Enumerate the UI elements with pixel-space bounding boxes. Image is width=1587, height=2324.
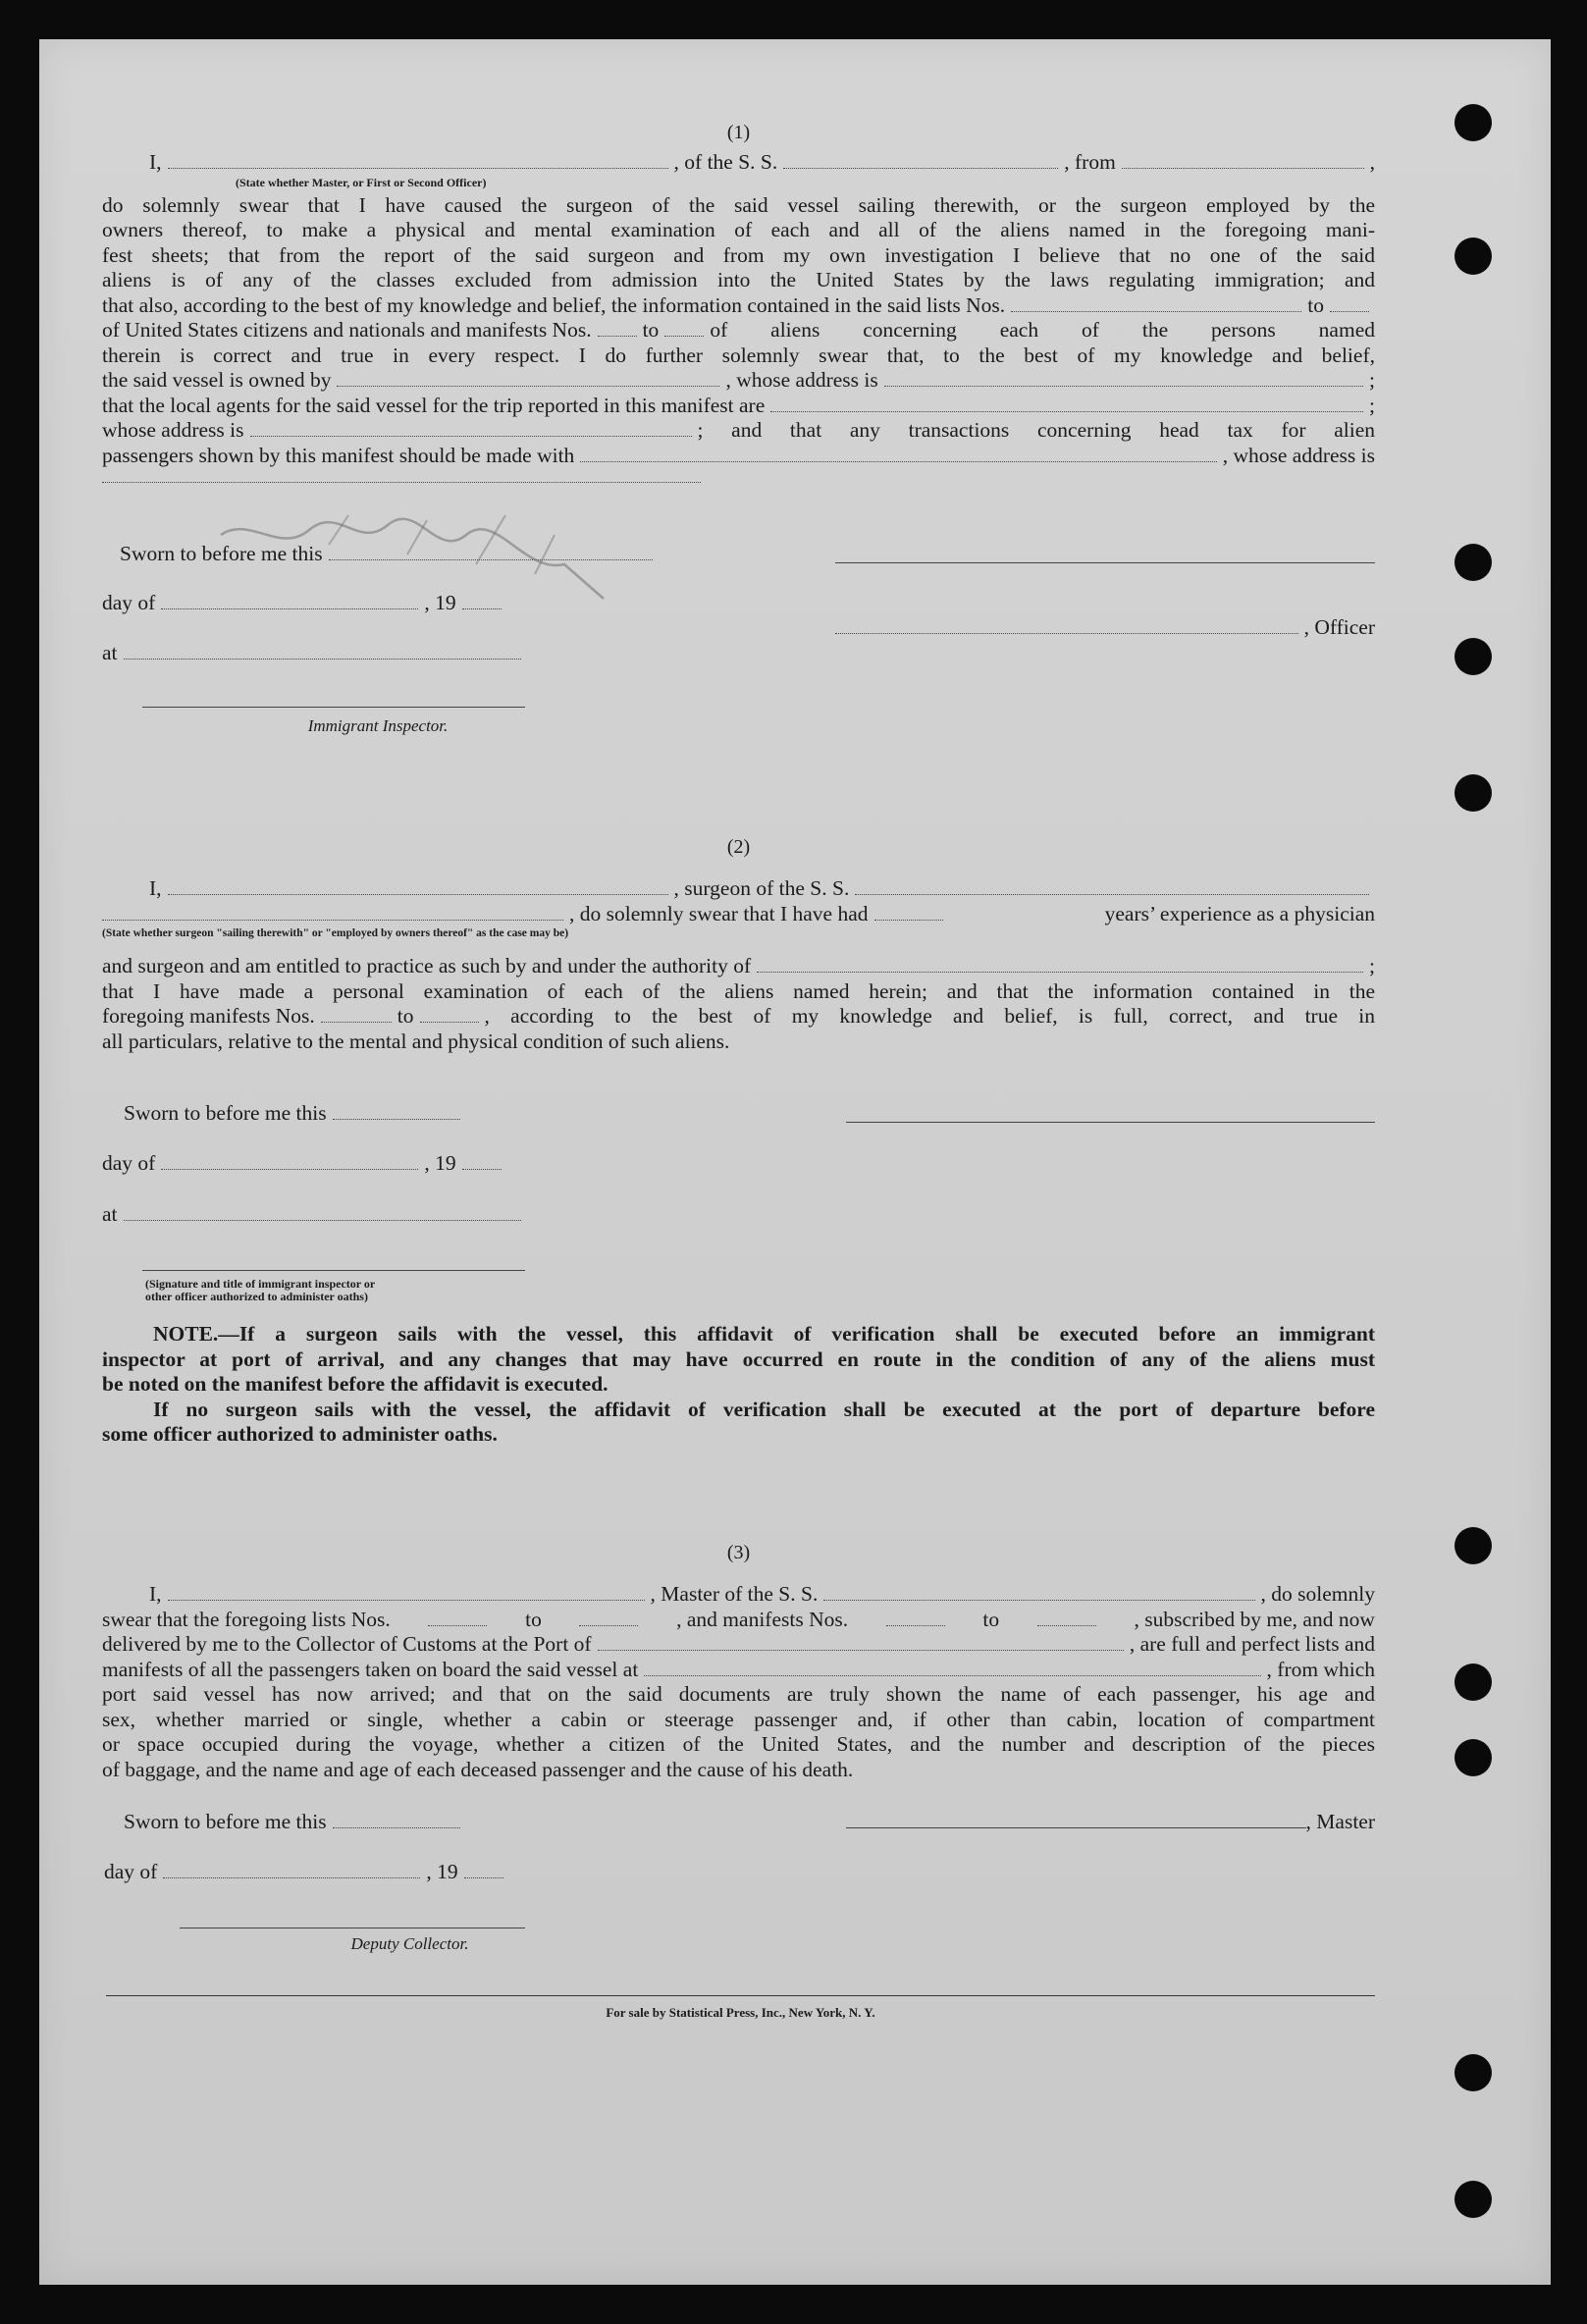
sworn-row xyxy=(124,1810,466,1834)
semicolon: ; xyxy=(1369,368,1375,392)
label-i: I, xyxy=(149,876,162,900)
label-day-of: day of xyxy=(102,591,156,614)
label-sworn: Sworn to before me this xyxy=(120,542,323,565)
punch-hole xyxy=(1455,544,1492,581)
semicolon: ; xyxy=(1369,393,1375,417)
body-line: , subscribed by me, and now xyxy=(1134,1607,1375,1631)
label-i: I, xyxy=(149,1582,162,1606)
local-agents-field[interactable] xyxy=(770,397,1363,412)
surgeon-signature-line[interactable] xyxy=(846,1108,1375,1123)
day-of-field[interactable] xyxy=(161,1155,418,1170)
label-whose-address: , whose address is xyxy=(725,368,878,392)
head-tax-address-field[interactable] xyxy=(102,468,701,483)
label-whose-address: whose address is xyxy=(102,418,244,442)
body-line: that also, according to the best of my knowledge and belief, the information contained in the said lists Nos. xyxy=(102,292,1006,317)
punch-hole xyxy=(1455,2181,1492,2218)
section-number: (3) xyxy=(726,1542,751,1563)
label-to: to xyxy=(642,318,660,342)
years-experience-field[interactable] xyxy=(874,906,943,921)
body-line: owners thereof, to make a physical and mental examination of each and all of the aliens named in the foregoing mani- xyxy=(102,218,1375,241)
label-of-ss: , of the S. S. xyxy=(673,150,778,174)
punch-hole xyxy=(1455,1739,1492,1776)
inspector-signature-line[interactable] xyxy=(142,693,525,708)
authority-field[interactable] xyxy=(757,958,1363,973)
master-name-field[interactable] xyxy=(168,1586,645,1601)
body-line: of United States citizens and nationals and manifests Nos. xyxy=(102,318,592,342)
officer-row xyxy=(835,615,1375,640)
port-field[interactable] xyxy=(598,1636,1124,1651)
label-owned-by: the said vessel is owned by xyxy=(102,368,332,392)
year-field[interactable] xyxy=(464,1864,503,1878)
body-line: , from which xyxy=(1266,1657,1375,1681)
punch-hole xyxy=(1455,774,1492,812)
label-head-tax: passengers shown by this manifest should be made with xyxy=(102,443,575,467)
label-sworn: Sworn to before me this xyxy=(124,1810,327,1833)
affidavit-section-2 xyxy=(102,836,1375,1054)
label-19: , 19 xyxy=(424,1151,456,1175)
note-line: inspector at port of arrival, and any changes that may have occurred en route in the condition of any of the aliens must xyxy=(102,1347,1375,1371)
label-at: at xyxy=(102,1202,118,1226)
punch-hole xyxy=(1455,104,1492,141)
lists-to-field[interactable] xyxy=(1330,297,1369,312)
body-line: manifests of all the passengers taken on board the said vessel at xyxy=(102,1657,639,1681)
body-line: ; and that any transactions concerning head tax for alien xyxy=(697,418,1375,442)
body-line: of baggage, and the name and age of each deceased passenger and the cause of his death. xyxy=(102,1757,854,1781)
manifests-from-field[interactable] xyxy=(321,1008,392,1023)
label-day-of: day of xyxy=(104,1860,158,1883)
affidavit-section-3 xyxy=(102,1542,1375,1782)
manifests-to-field[interactable] xyxy=(664,322,704,337)
body-line: or space occupied during the voyage, whether a citizen of the United States, and the number and description of the pieces xyxy=(102,1732,1375,1756)
sworn-row xyxy=(124,1101,466,1126)
body-line: years’ experience as a physician xyxy=(1104,901,1375,925)
collector-label: Deputy Collector. xyxy=(350,1934,469,1953)
body-line: , are full and perfect lists and xyxy=(1129,1632,1375,1656)
agents-address-field[interactable] xyxy=(250,422,692,437)
body-line: aliens is of any of the classes excluded from admission into the United States by the laws regulating immigration; and xyxy=(102,268,1375,291)
day-of-field[interactable] xyxy=(163,1864,420,1878)
signature-note: (Signature and title of immigrant inspector or xyxy=(145,1277,376,1291)
signature-scrawl xyxy=(211,496,623,604)
inspector-label: Immigrant Inspector. xyxy=(307,716,449,735)
body-line: port said vessel has now arrived; and that on the said documents are truly shown the name of each passenger, his age and xyxy=(102,1682,1375,1706)
manifests-to-field[interactable] xyxy=(1037,1611,1096,1626)
officer-note: (State whether Master, or First or Second Officer) xyxy=(236,175,487,189)
label-to: to xyxy=(982,1607,1000,1631)
manifests-from-field[interactable] xyxy=(598,322,637,337)
surgeon-note: (State whether surgeon "sailing therewith" or "employed by owners thereof" as the case may be) xyxy=(102,927,569,939)
owner-address-field[interactable] xyxy=(884,372,1363,387)
officer-signature-line[interactable] xyxy=(835,549,1375,563)
semicolon: ; xyxy=(1369,954,1375,977)
label-whose-address: , whose address is xyxy=(1222,443,1375,467)
from-port-field[interactable] xyxy=(1122,154,1364,169)
label-to: to xyxy=(525,1607,542,1631)
note-label: NOTE.— xyxy=(153,1322,239,1346)
owner-field[interactable] xyxy=(337,372,719,387)
label-to: to xyxy=(1307,292,1324,317)
note-line: be noted on the manifest before the affidavit is executed. xyxy=(102,1372,608,1396)
lists-from-field[interactable] xyxy=(428,1611,487,1626)
label-surgeon-of: , surgeon of the S. S. xyxy=(673,876,850,900)
label-officer: , Officer xyxy=(1303,615,1375,639)
footer-rule xyxy=(106,1995,1375,1996)
lists-from-field[interactable] xyxy=(1011,297,1301,312)
at-row xyxy=(102,1202,527,1227)
collector-signature-line[interactable] xyxy=(180,1914,525,1928)
master-row xyxy=(846,1810,1375,1834)
body-line: swear that the foregoing lists Nos. xyxy=(102,1607,391,1631)
printer-credit: For sale by Statistical Press, Inc., New York, N. Y. xyxy=(606,2005,875,2020)
note-block xyxy=(102,1322,1375,1448)
body-line: that I have made a personal examination of each of the aliens named herein; and that the information contained in the xyxy=(102,978,1375,1003)
body-line: sex, whether married or single, whether a cabin or steerage passenger and, if other than cabin, location of compartment xyxy=(102,1707,1375,1731)
manifests-from-field[interactable] xyxy=(886,1611,945,1626)
label-19: , 19 xyxy=(424,591,456,614)
sworn-day-field[interactable] xyxy=(333,1814,460,1828)
punch-hole xyxy=(1455,238,1492,275)
body-line: delivered by me to the Collector of Customs at the Port of xyxy=(102,1632,592,1656)
body-line: therein is correct and true in every respect. I do further solemnly swear that, to the best of my knowledge and belief, xyxy=(102,343,1375,367)
label-day-of: day of xyxy=(102,1151,156,1175)
section-number: (2) xyxy=(726,836,751,858)
punch-hole xyxy=(1455,1527,1492,1564)
surgeon-name-field[interactable] xyxy=(168,880,668,895)
manifests-to-field[interactable] xyxy=(420,1008,479,1023)
note-line: some officer authorized to administer oaths. xyxy=(102,1422,498,1446)
head-tax-agent-field[interactable] xyxy=(580,448,1216,462)
signature-note: other officer authorized to administer oaths) xyxy=(145,1290,368,1303)
body-line: , according to the best of my knowledge and belief, is full, correct, and true in xyxy=(484,1004,1375,1028)
body-line: of aliens concerning each of the persons named xyxy=(710,318,1375,342)
label-master: , Master xyxy=(1305,1810,1375,1833)
at-row xyxy=(102,641,527,665)
surgeon-status-field[interactable] xyxy=(102,906,563,921)
body-line: and surgeon and am entitled to practice as such by and under the authority of xyxy=(102,954,752,977)
at-place-field[interactable] xyxy=(124,645,521,660)
body-line: foregoing manifests Nos. xyxy=(102,1004,315,1028)
affidavit-section-1 xyxy=(102,122,1375,494)
label-at: at xyxy=(102,641,118,664)
label-from: , from xyxy=(1064,150,1116,174)
at-place-field[interactable] xyxy=(124,1206,521,1221)
note-line: If a surgeon sails with the vessel, this affidavit of verification shall be executed before an immigrant xyxy=(238,1322,1375,1346)
comma: , xyxy=(1369,150,1375,174)
body-line: do solemnly swear that I have caused the surgeon of the said vessel sailing therewith, or the surgeon employed by the xyxy=(102,192,1375,217)
year-field[interactable] xyxy=(462,1155,502,1170)
officer-signature-field[interactable] xyxy=(835,619,1298,634)
body-line: , and manifests Nos. xyxy=(676,1607,849,1631)
body-line: fest sheets; that from the report of the said surgeon and from my own investigation I believe that no one of the said xyxy=(102,242,1375,267)
label-19: , 19 xyxy=(426,1860,458,1883)
label-to: to xyxy=(397,1004,414,1028)
lists-to-field[interactable] xyxy=(579,1611,638,1626)
body-line: , do solemnly swear that I have had xyxy=(569,901,869,925)
officer-name-field[interactable] xyxy=(168,154,668,169)
inspector-signature-line[interactable] xyxy=(142,1256,525,1271)
day-row xyxy=(102,1151,502,1176)
punch-hole xyxy=(1455,638,1492,675)
master-vessel-field[interactable] xyxy=(823,1586,1254,1601)
sworn-day-field[interactable] xyxy=(333,1105,460,1120)
section-number: (1) xyxy=(726,122,751,143)
label-i: I, xyxy=(149,150,162,174)
vessel-name-field[interactable] xyxy=(783,154,1058,169)
day-row xyxy=(104,1860,503,1884)
body-line: , do solemnly xyxy=(1260,1582,1375,1606)
master-signature-field[interactable] xyxy=(846,1814,1306,1828)
label-master-of: , Master of the S. S. xyxy=(650,1582,819,1606)
body-line: all particulars, relative to the mental and physical condition of such aliens. xyxy=(102,1029,730,1053)
surgeon-vessel-field[interactable] xyxy=(855,880,1369,895)
label-sworn: Sworn to before me this xyxy=(124,1101,327,1125)
punch-hole xyxy=(1455,1664,1492,1701)
boarding-port-field[interactable] xyxy=(644,1662,1260,1676)
label-local-agents: that the local agents for the said vessel for the trip reported in this manifest are xyxy=(102,393,766,417)
punch-hole xyxy=(1455,2054,1492,2091)
note-line: If no surgeon sails with the vessel, the affidavit of verification shall be executed at the port of departure before xyxy=(153,1397,1375,1421)
